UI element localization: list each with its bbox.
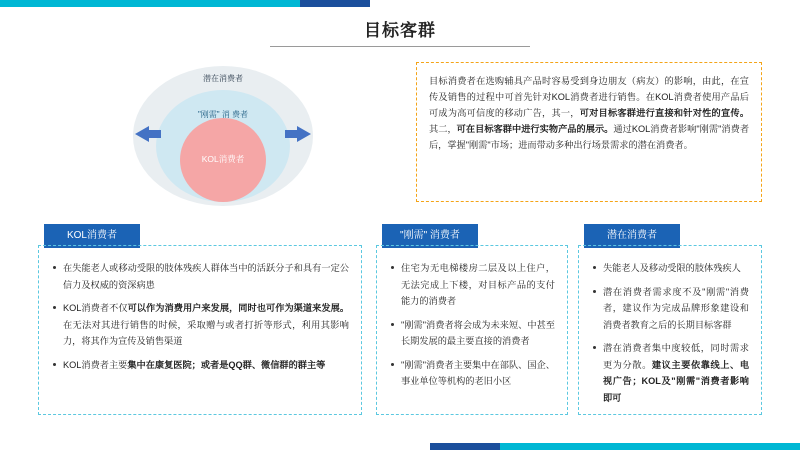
- decor-bar-top-left-blue: [300, 0, 370, 7]
- list-item: [591, 340, 749, 406]
- panel-potential-consumers: [578, 245, 762, 415]
- bullet-text: "刚需"消费者主要集中在部队、国企、事业单位等机构的老旧小区: [401, 359, 555, 387]
- description-panel: [416, 62, 762, 202]
- bullet-bold: 可以作为消费用户来发展，同时也可作为渠道来发展。: [127, 303, 350, 314]
- bullet-text: 潜在消费者需求度不及"刚需"消费者，建议作为完成品牌形象建设和消费者教育之后的长期目标客群: [603, 286, 749, 330]
- label-potential-consumers: 潜在消费者: [203, 74, 243, 83]
- arrow-right-tail-icon: [285, 130, 299, 138]
- list-item: [591, 260, 749, 277]
- description-part1: 目标消费者在选购辅具产品时容易受到身边朋友（病友）的影响，由此，在宣传及销售的过程中可首先针对KOL消费者进行销售。在KOL消费者使用产品后可成为高可信度的移动广告，其一，: [429, 76, 749, 119]
- panel-kol-consumers: [38, 245, 362, 415]
- list-item: [389, 317, 555, 350]
- decor-bar-top-left-cyan: [0, 0, 300, 7]
- bullet-bold: 建议主要依靠线上、电视广告；KOL及"刚需"消费者影响即可: [603, 359, 750, 403]
- panel-tag-rigid-demand: "刚需" 消费者: [382, 224, 478, 248]
- list-item: [591, 284, 749, 334]
- arrow-right-icon: [297, 126, 311, 142]
- arrow-left-tail-icon: [147, 130, 161, 138]
- description-part3: 通过KOL消费者影响"刚需"消费者后，掌握"刚需"市场；进而带动多种出行场景需求的潜在消费者。: [429, 124, 750, 151]
- list-item: [389, 357, 555, 390]
- decor-bar-bottom-right-cyan: [500, 443, 800, 450]
- bullet-text: KOL消费者不仅: [63, 303, 128, 314]
- list-item: [51, 357, 349, 374]
- panel-potential-bullet-list: [591, 260, 749, 407]
- panel-tag-kol: KOL消费者: [44, 224, 140, 248]
- description-part2: 其二，: [429, 124, 457, 135]
- bullet-text: "刚需"消费者将会成为未来短、中甚至长期发展的最主要直接的消费者: [401, 319, 555, 347]
- page-title: 目标客群: [364, 21, 436, 40]
- bullet-bold: 集中在康复医院；或者是QQ群、微信群的群主等: [127, 359, 326, 370]
- title-divider: [270, 46, 530, 47]
- audience-venn-diagram: [118, 62, 328, 210]
- list-item: [389, 260, 555, 310]
- description-bold1: 可对目标客群进行直接和针对性的宣传。: [579, 108, 750, 119]
- description-text: [429, 73, 749, 153]
- panel-tag-potential: 潜在消费者: [584, 224, 680, 248]
- description-bold2: 可在目标客群中进行实物产品的展示。: [456, 124, 614, 135]
- list-item: [51, 300, 349, 350]
- bullet-text: 潜在消费者集中度较低，同时需求更为分散。: [603, 343, 749, 370]
- label-kol-consumers: KOL消费者: [201, 154, 245, 164]
- label-rigid-demand-consumers: "刚需" 消 费者: [197, 110, 249, 119]
- bullet-text: 失能老人及移动受限的肢体残疾人: [603, 263, 741, 273]
- bullet-text: KOL消费者主要: [63, 359, 128, 370]
- bullet-text: 在失能老人或移动受限的肢体残疾人群体当中的活跃分子和具有一定公信力及权威的资深病患: [63, 263, 349, 290]
- list-item: [51, 260, 349, 293]
- bullet-suffix: 在无法对其进行销售的时候，采取赠与或者打折等形式，利用其影响力，将其作为宣传及销售渠道: [63, 319, 349, 347]
- decor-bar-bottom-right-blue: [430, 443, 500, 450]
- bullet-text: 住宅为无电梯楼房二层及以上住户，无法完成上下楼，对目标产品的支付能力的消费者: [401, 263, 555, 307]
- panel-rigid-demand-bullet-list: [389, 260, 555, 390]
- panel-rigid-demand-consumers: [376, 245, 568, 415]
- panel-kol-bullet-list: [51, 260, 349, 373]
